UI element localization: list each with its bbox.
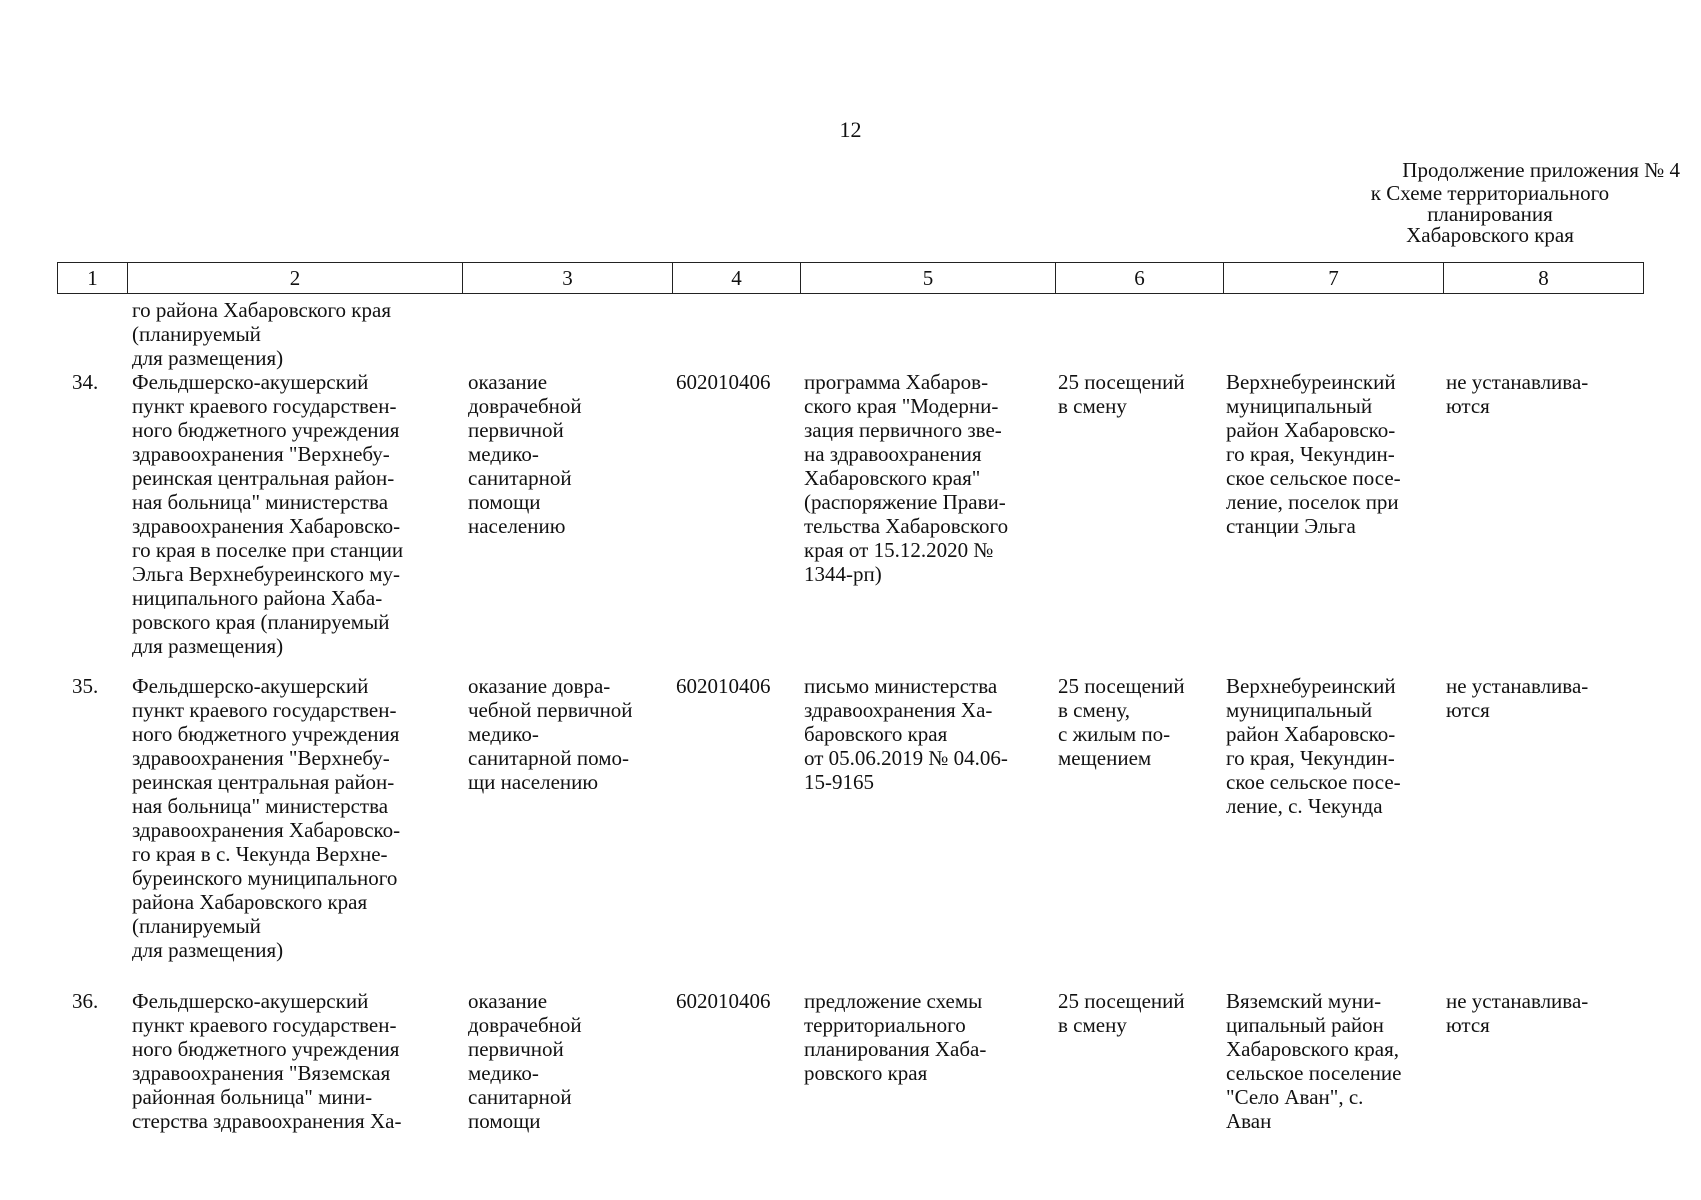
appendix-line-2: к Схеме территориального xyxy=(1370,181,1610,205)
facility-code: 602010406 xyxy=(676,989,771,1013)
facility-code: 602010406 xyxy=(676,370,771,394)
column-header-4: 4 xyxy=(673,263,801,294)
facility-purpose: оказание довра- чебной первичной медико- санитарной помо- щи населению xyxy=(468,674,633,794)
facility-code: 602010406 xyxy=(676,674,771,698)
row-number: 34. xyxy=(72,370,99,394)
column-header-7: 7 xyxy=(1224,263,1444,294)
facility-location: Вяземский муни- ципальный район Хабаровского края, сельское поселение "Село Аван", с. Аван xyxy=(1226,989,1402,1133)
facility-purpose: оказание доврачебной первичной медико- санитарной помощи населению xyxy=(468,370,582,538)
continuation-text: го района Хабаровского края (планируемый для размещения) xyxy=(132,298,391,370)
column-header-6: 6 xyxy=(1056,263,1224,294)
facility-capacity: 25 посещений в смену xyxy=(1058,989,1185,1037)
row-number: 36. xyxy=(72,989,99,1013)
facility-purpose: оказание доврачебной первичной медико- санитарной помощи xyxy=(468,989,582,1133)
column-header-3: 3 xyxy=(463,263,673,294)
page-number: 12 xyxy=(839,117,862,142)
facility-name: Фельдшерско-акушерский пункт краевого государствен- ного бюджетного учреждения здравоохранения "Верхнебу- реинская центральная район- ная больница" министерства здравоохранения Хабаровско- го края в поселке при станции Эльга Верхнебуреинского му- ниципального района Хаба- ровского края (планируемый для размещения) xyxy=(132,370,404,658)
facility-capacity: 25 посещений в смену, с жилым по- мещением xyxy=(1058,674,1185,770)
basis-document: программа Хабаров- ского края "Модерни- зация первичного зве- на здравоохранения Хабаровского края" (распоряжение Прави- тельства Хабаровского края от 15.12.2020 № 1344-рп) xyxy=(804,370,1009,586)
basis-document: предложение схемы территориального планирования Хаба- ровского края xyxy=(804,989,987,1085)
column-header-1: 1 xyxy=(58,263,128,294)
appendix-title xyxy=(1300,160,1680,246)
special-zones: не устанавлива- ются xyxy=(1446,989,1589,1037)
appendix-line-1: Продолжение приложения № 4 xyxy=(1402,158,1680,182)
column-number-header xyxy=(57,262,1644,294)
facility-name: Фельдшерско-акушерский пункт краевого государствен- ного бюджетного учреждения здравоохранения "Верхнебу- реинская центральная район- ная больница" министерства здравоохранения Хабаровско- го края в с. Чекунда Верхне- буреинского муниципального района Хабаровского края (планируемый для размещения) xyxy=(132,674,401,962)
special-zones: не устанавлива- ются xyxy=(1446,370,1589,418)
appendix-line-4: Хабаровского края xyxy=(1406,223,1574,247)
basis-document: письмо министерства здравоохранения Ха- баровского края от 05.06.2019 № 04.06- 15-9165 xyxy=(804,674,1008,794)
column-header-5: 5 xyxy=(801,263,1056,294)
special-zones: не устанавлива- ются xyxy=(1446,674,1589,722)
facility-name: Фельдшерско-акушерский пункт краевого государствен- ного бюджетного учреждения здравоохранения "Вяземская районная больница" мини- стерства здравоохранения Ха- xyxy=(132,989,402,1133)
facility-capacity: 25 посещений в смену xyxy=(1058,370,1185,418)
column-header-2: 2 xyxy=(128,263,463,294)
row-number: 35. xyxy=(72,674,99,698)
facility-location: Верхнебуреинский муниципальный район Хабаровско- го края, Чекундин- ское сельское посе- ление, поселок при станции Эльга xyxy=(1226,370,1401,538)
facility-location: Верхнебуреинский муниципальный район Хабаровско- го края, Чекундин- ское сельское посе- ление, с. Чекунда xyxy=(1226,674,1401,818)
appendix-line-3: планирования xyxy=(1427,202,1553,226)
column-header-8: 8 xyxy=(1444,263,1644,294)
